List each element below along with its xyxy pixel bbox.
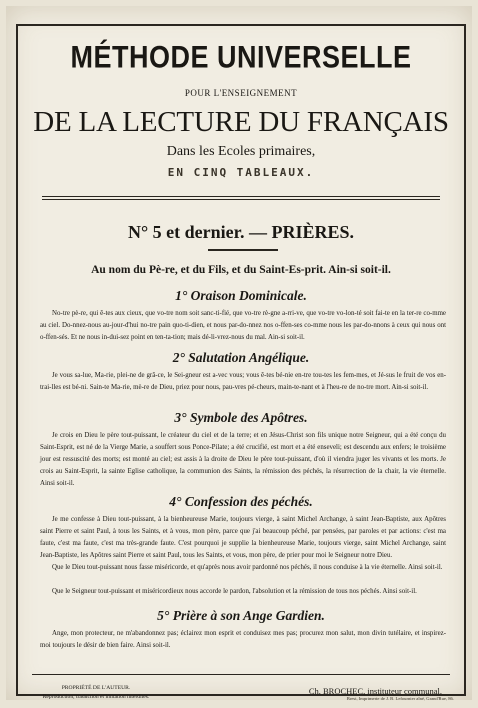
section-text-5: Ange, mon protecteur, ne m'abandonnez pas; éclairez mon esprit et conduisez mes pas; procurez mon salut, mon divin tutélaire, et inspirez-moi toujours le désir de bien faire. Ainsi soit-il. — [40, 630, 446, 649]
subtitle: POUR L'ENSEIGNEMENT — [184, 88, 298, 98]
section-text-2: Je vous sa-lue, Ma-rie, plei-ne de grâ-ce, le Sei-gneur est a-vec vous; vous ê-tes bé-nie en-tre tou-tes les fem-mes, et Jé-sus le fruit de vos en-trai-lles est bé-ni. Sain-te Ma-rie, mè-re de Dieu, priez pour nous, pau-vres pé-cheurs, main-te-nant et à l'heu-re de no-tre mort. Ain-si soit-il. — [40, 372, 446, 391]
ornament-rule — [208, 249, 278, 251]
main-title: MÉTHODE UNIVERSELLE — [70, 39, 412, 75]
section-text-1: No-tre pè-re, qui ê-tes aux cieux, que vo-tre nom soit sanc-ti-fié, que vo-tre rè-gne a-rri-ve, que vo-tre vo-lon-té soit fai-te en la ter-re co-mme au ciel. Do-nnez-nous au-jour-d'hui no-tre pain quo-ti-dien, et nous par-do-nnez nos o-ffen-ses co-mme nous les par-do-nnons à ceux qui nous ont o-ffen-sés. Et ne nous in-dui-sez point en ten-ta-tion; mais dé-li-vrez-nous du mal. Ain-si soit-il. — [40, 310, 446, 341]
invocation: Au nom du Pè-re, et du Fils, et du Saint-Es-prit. Ain-si soit-il. — [91, 264, 391, 276]
schools-line: Dans les Ecoles primaires, — [166, 144, 316, 159]
tableau-heading: N° 5 et dernier. — PRIÈRES. — [127, 222, 355, 242]
section-text-4c: Que le Seigneur tout-puissant et miséricordieux nous accorde le pardon, l'absolution et la rémission de tous nos péchés. Ainsi soit-il. — [52, 588, 417, 595]
printer-imprint: Brest, Imprimerie de J. B. Lefournier aîné, Grand'Rue, 86. — [346, 696, 454, 701]
section-text-4b: Que le Dieu tout-puissant nous fasse miséricorde, et qu'après nous avoir pardonné nos péchés, il nous conduise à la vie éternelle. Ainsi soit-il. — [52, 564, 443, 571]
divider-top — [42, 196, 440, 197]
section-title-5: 5° Prière à son Ange Gardien. — [157, 608, 325, 623]
section-text-4: Je me confesse à Dieu tout-puissant, à la bienheureuse Marie, toujours vierge, à saint Michel Archange, à saint Jean-Baptiste, aux Apôtres saint Pierre et saint Paul, à tous les Saints, et à vous, mon père, parce que j'ai beaucoup péché, par pensées, par paroles et par actions: c'est ma faute, c'est ma faute, c'est ma très-grande faute. C'est pourquoi je supplie la bienheureuse Marie, toujours vierge, saint Michel Archange, saint Jean-Baptiste, les Apôtres saint Pierre et saint Paul, tous les Saints, et vous, mon père, de prier pour moi le Seigneur notre Dieu. — [40, 516, 446, 559]
section-title-3: 3° Symbole des Apôtres. — [174, 410, 308, 425]
section-title-2: 2° Salutation Angélique. — [172, 350, 310, 365]
secondary-title: DE LA LECTURE DU FRANÇAIS — [33, 106, 449, 138]
property-notice — [36, 684, 156, 702]
reproduction-label: Reproduction, traduction et imitation interdites. — [42, 694, 150, 700]
poster-sheet — [6, 6, 472, 700]
section-text-3: Je crois en Dieu le père tout-puissant, le créateur du ciel et de la terre; et en Jésus-Christ son fils unique notre Seigneur, qui a été conçu du Saint-Esprit, est né de la Vierge Marie, a souffert sous Ponce-Pilate; a été crucifié, est mort et a été enseveli; est descendu aux enfers; le troisième jour est ressuscité des morts; est monté au ciel; est assis à la droite de Dieu le père tout-puissant, d'où il viendra juger les vivants et les morts. Je crois au Saint-Esprit, la sainte Eglise catholique, la communion des Saints, la rémission des péchés, la résurrection de la chair, la vie éternelle. Ainsi soit-il. — [40, 432, 446, 487]
property-label: PROPRIÉTÉ DE L'AUTEUR. — [61, 685, 131, 691]
divider-top-double — [42, 199, 440, 200]
tableaux-line: EN CINQ TABLEAUX. — [167, 166, 315, 179]
divider-bottom — [32, 674, 450, 675]
section-title-1: 1° Oraison Dominicale. — [175, 288, 307, 303]
section-title-4: 4° Confession des péchés. — [169, 494, 313, 509]
author-signature: Ch. BROCHEC, instituteur communal. — [308, 686, 442, 696]
